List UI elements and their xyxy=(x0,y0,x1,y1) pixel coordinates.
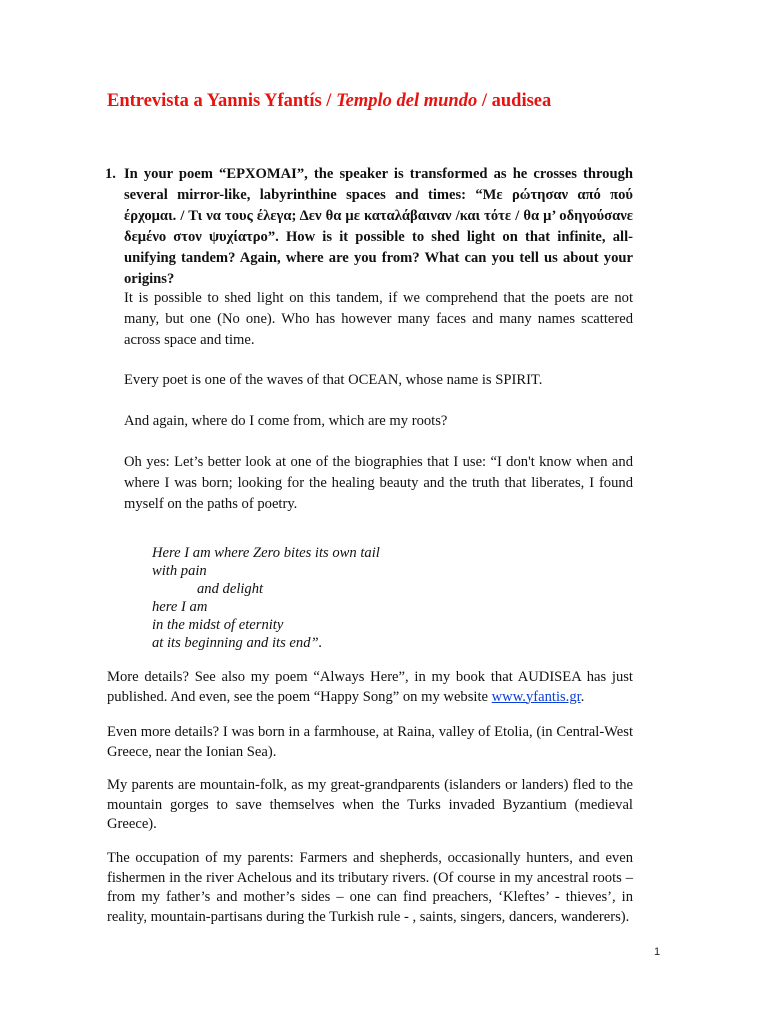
website-link[interactable]: www.yfantis.gr xyxy=(491,688,581,705)
poem-line: here I am xyxy=(152,599,208,615)
poem-line: in the midst of eternity xyxy=(152,617,284,633)
title-part1: Entrevista a Yannis Yfantís / xyxy=(107,91,337,111)
details-paragraph-3: My parents are mountain-folk, as my great-grandparents (islanders or landers) fled to the mountain gorges to save themselves when the Turks invaded Byzantium (medieval Greece). xyxy=(107,777,633,832)
details-text-end: . xyxy=(580,688,585,705)
document-title xyxy=(107,91,727,112)
answer-paragraph-1: It is possible to shed light on this tandem, if we comprehend that the poets are not many, but one (No one). Who has however many faces and many names scattered across space and time. xyxy=(124,290,633,348)
poem-line: and delight xyxy=(197,581,264,597)
question-number: 1. xyxy=(105,166,116,182)
answer-paragraph-4: Oh yes: Let’s better look at one of the biographies that I use: “I don't know when and where I was born; looking for the healing beauty and the truth that liberates, I found myself on the paths of poetry. xyxy=(124,454,633,512)
details-paragraph-2: Even more details? I was born in a farmhouse, at Raina, valley of Etolia, (in Central-West Greece, near the Ionian Sea). xyxy=(107,724,633,760)
poem-excerpt xyxy=(152,544,380,652)
answer-paragraph-2: Every poet is one of the waves of that OCEAN, whose name is SPIRIT. xyxy=(124,372,543,388)
answer-paragraph-3: And again, where do I come from, which are my roots? xyxy=(124,413,448,429)
title-italic: Templo del mundo xyxy=(336,91,478,111)
title-part3: / audisea xyxy=(477,91,552,111)
details-paragraph-1 xyxy=(107,668,633,707)
details-paragraph-4: The occupation of my parents: Farmers and shepherds, occasionally hunters, and even fishermen in the river Achelous and its tributary rivers. (Of course in my ancestral roots – from my father’s and mother’s sides – one can find preachers, ‘Kleftes’ - thieves’, in reality, mountain-partisans during the Turkish rule - , saints, singers, dancers, wanderers). xyxy=(107,850,633,925)
page-number: 1 xyxy=(654,946,661,958)
poem-line: Here I am where Zero bites its own tail xyxy=(152,545,380,561)
question-text: In your poem “ΕΡΧΟΜΑΙ”, the speaker is transformed as he crosses through several mirror-like, labyrinthine spaces and times: “Με ρώτησαν από πού έρχομαι. / Τι να τους έλεγα; Δεν θα με καταλάβαιναν /και τότε / θα μ’ οδηγούσανε δεμένο στον ψυχίατρο”. How is it possible to shed light on that infinite, all-unifying tandem? Again, where are you from? What can you tell us about your origins? xyxy=(124,166,633,287)
poem-line: with pain xyxy=(152,563,207,579)
details-text: More details? See also my poem “Always Here”, in my book that AUDISEA has just published. And even, see the poem “Happy Song” on my website xyxy=(107,669,633,705)
poem-line: at its beginning and its end”. xyxy=(152,635,323,651)
